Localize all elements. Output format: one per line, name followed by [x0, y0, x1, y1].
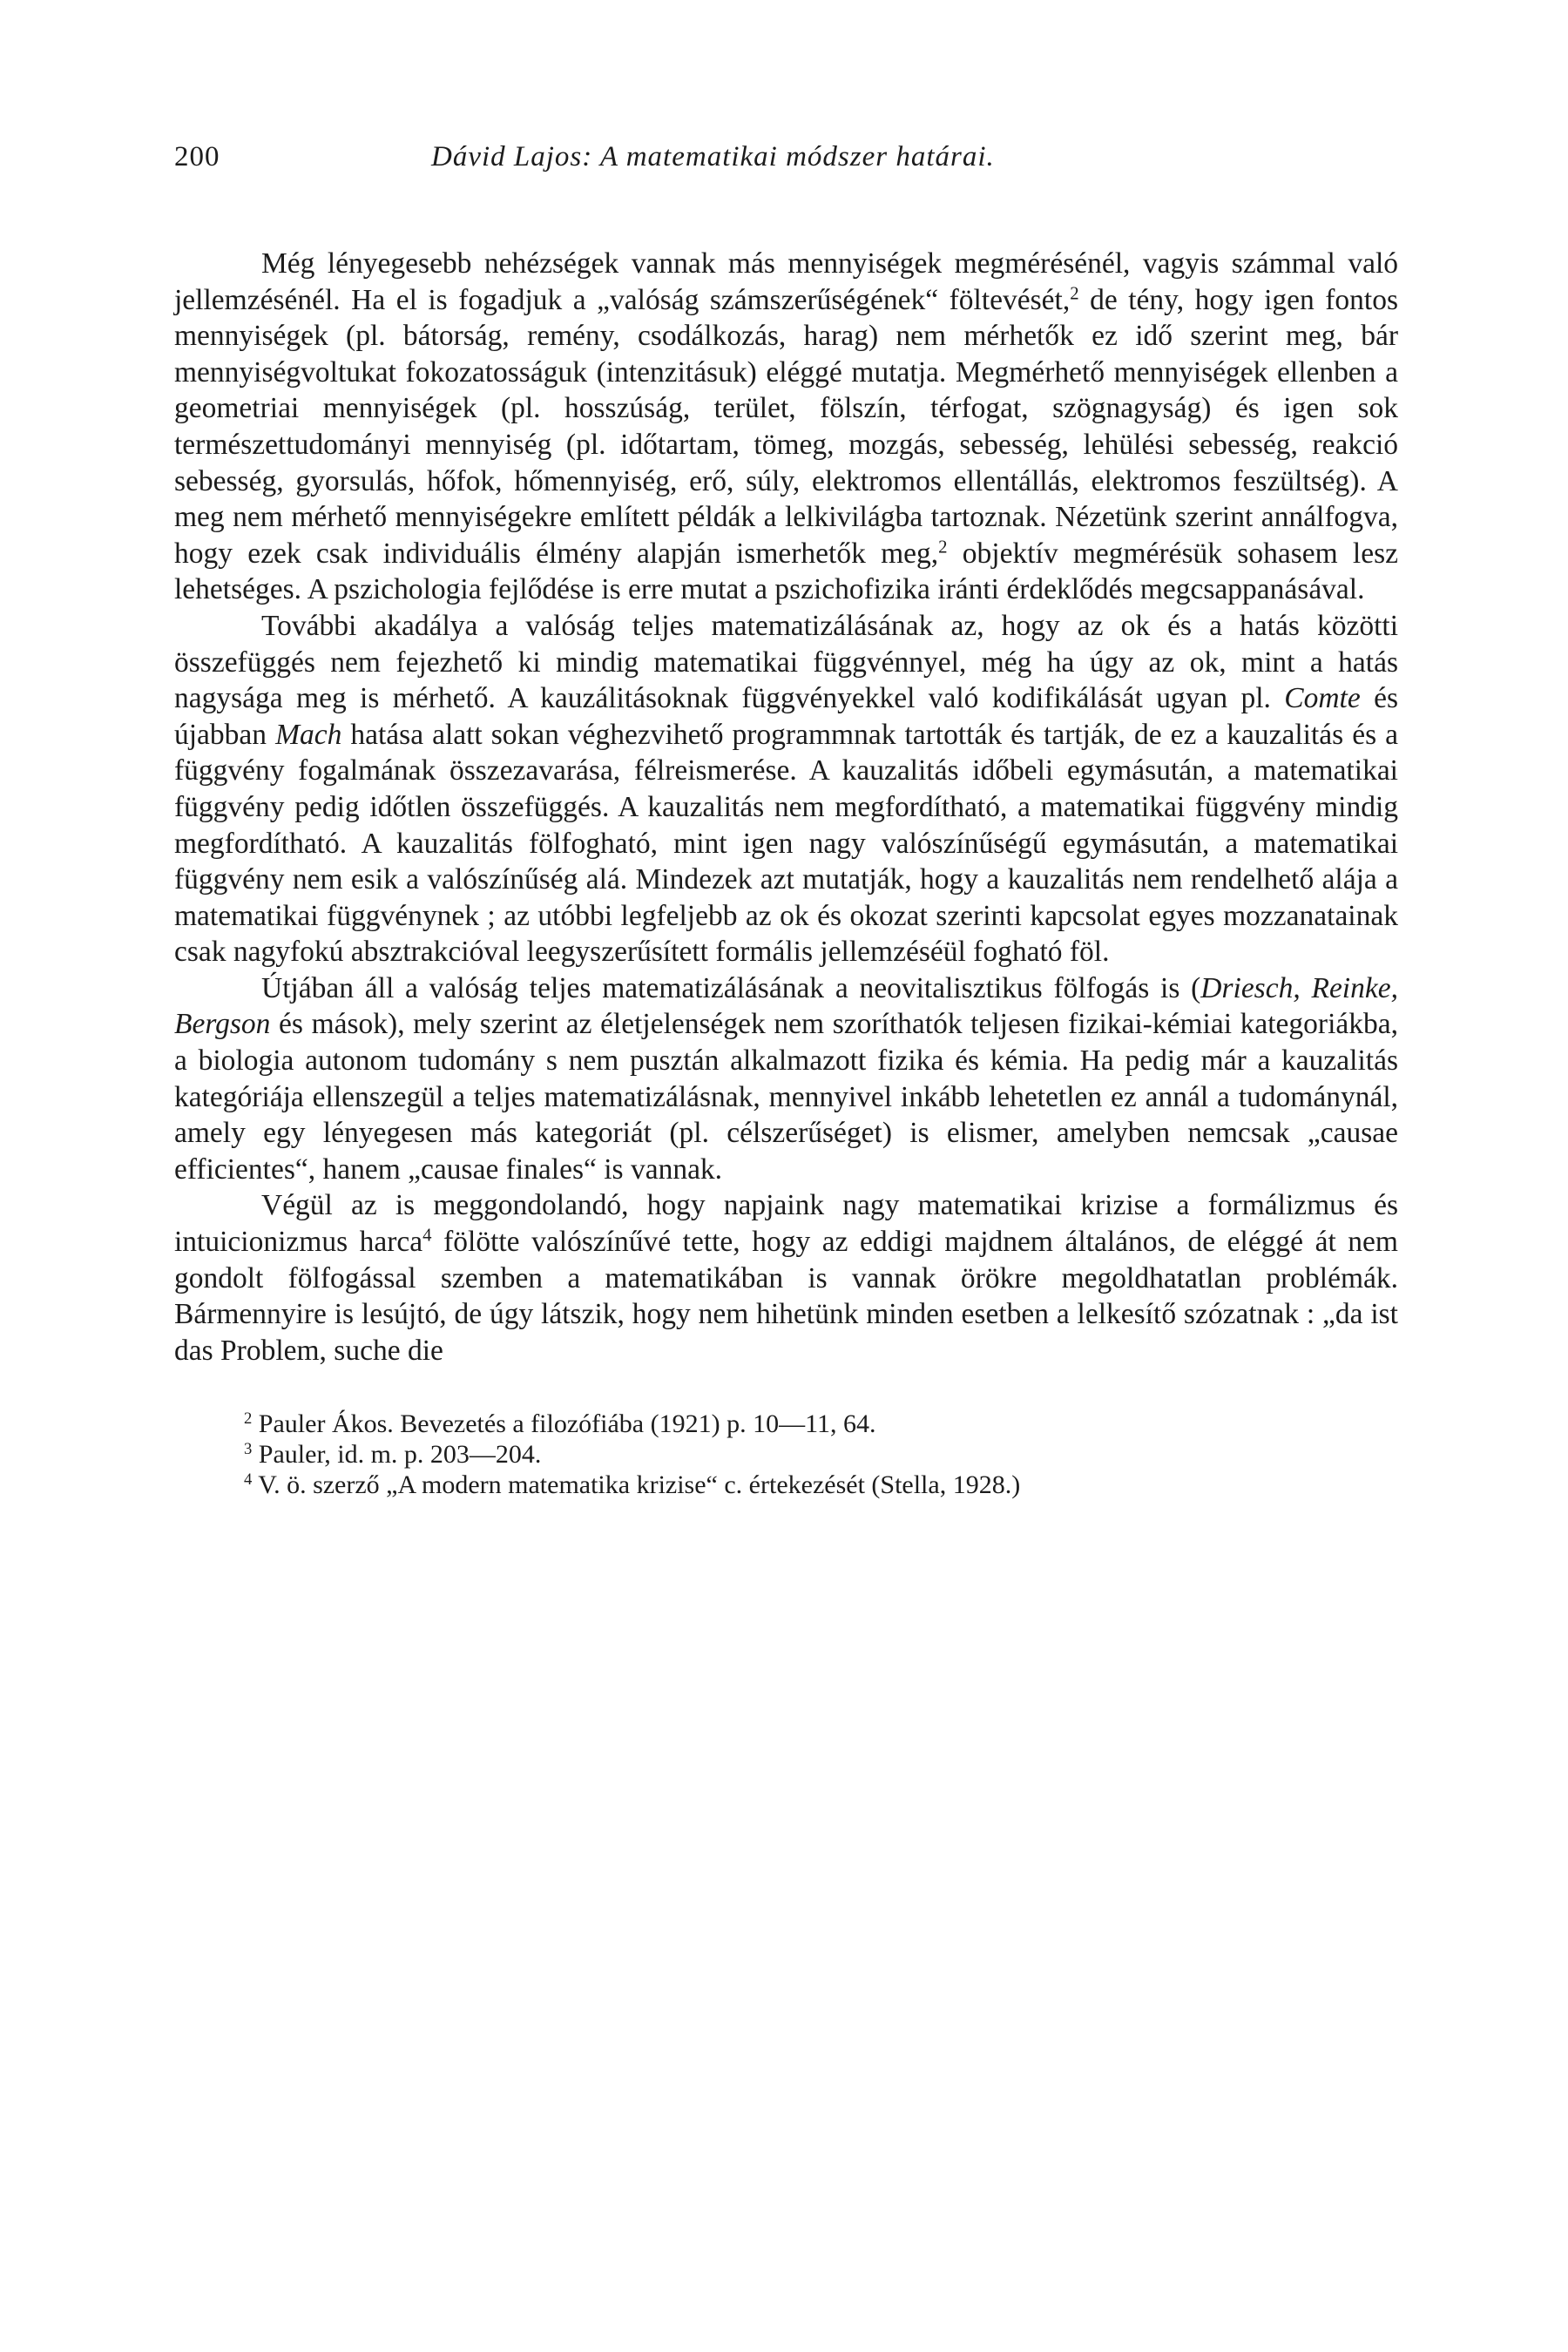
paragraph-2-text-b: és újabban [174, 682, 1398, 751]
paragraph-1 [174, 246, 1398, 608]
footnote-mark: 4 [244, 1470, 253, 1490]
page-header [174, 131, 1398, 192]
name-mach: Mach [275, 718, 342, 751]
footnote-ref-4: 4 [422, 1225, 432, 1246]
footnote-ref-2b: 2 [938, 537, 948, 558]
footnotes [174, 1409, 1398, 1500]
footnote-text: Pauler, id. m. p. 203—204. [258, 1440, 542, 1470]
paragraph-1-text-c: objektív megmérésük sohasem lesz lehetséges. A pszichologia fejlődése is erre mutat a pszichofizika iránti érdeklődés megcsappanásával. [174, 537, 1399, 606]
paragraph-1-text-a: Még lényegesebb nehézségek vannak más mennyiségek megmérésénél, vagyis számmal való jellemzésénél. Ha el is fogadjuk a „valóság számszerűségének“ föltevését, [174, 247, 1398, 316]
paragraph-3-text-b: és mások), mely szerint az életjelenségek nem szoríthatók teljesen fizikai-kémiai kategoriákba, a biologia autonom tudomány s nem pusztán alkalmazott fizika és kémia. Ha pedig már a kauzalitás kategóriája ellenszegül a teljes matematizálásnak, mennyivel inkább lehetetlen ez annál a tudománynál, amely egy lényegesen más kategoriát (pl. célszerűséget) is elismer, amelyben nemcsak „causae efficientes“, hanem „causae finales“ is vannak. [174, 1008, 1398, 1186]
paragraph-2-text-c: hatása alatt sokan véghezvihető programmnak tartották és tartják, de ez a kauzalitás és a függvény fogalmának összezavarása, félreismerése. A kauzalitás időbeli egymásután, a matematikai függvény pedig időtlen összefüggés. A kauzalitás nem megfordítható, a matematikai függvény mindig megfordítható. A kauzalitás fölfogható, mint igen nagy valószínűségű egymásután, a matematikai függvény nem esik a valószínűség alá. Mindezek azt mutatják, hogy a kauzalitás nem rendelhető alája a matematikai függvénynek ; az utóbbi legfeljebb az ok és okozat szerinti kapcsolat egyes mozzanatainak csak nagyfokú absztrakcióval leegyszerűsített formális jellemzéséül fogható föl. [174, 718, 1398, 969]
page-number: 200 [174, 141, 220, 172]
footnote-mark: 2 [244, 1409, 253, 1429]
footnote-text: V. ö. szerző „A modern matematika krizise“ c. értekezését (Stella, 1928.) [258, 1470, 1021, 1500]
paragraph-4-text-b: fölötte valószínűvé tette, hogy az eddigi majdnem általános, de eléggé át nem gondolt fölfogással szemben a matematikában is vannak örökre megoldhatatlan problémák. Bármennyire is lesújtó, de úgy látszik, hogy nem hihetünk minden esetben a lelkesítő szózatnak : „da ist das Problem, suche die [174, 1226, 1398, 1367]
paragraph-3-text-a: Útjában áll a valóság teljes matematizálásának a neovitalisztikus fölfogás is ( [261, 971, 1201, 1004]
running-title: Dávid Lajos: A matematikai módszer határai. [431, 141, 995, 172]
paragraph-4 [174, 1187, 1398, 1369]
paragraph-4-text-a: Végül az is meggondolandó, hogy napjaink nagy matematikai krizise a formálizmus és intuicionizmus harca [174, 1189, 1398, 1259]
name-comte: Comte [1284, 682, 1361, 715]
footnote-2 [244, 1409, 1398, 1439]
footnote-mark: 3 [244, 1440, 253, 1459]
names-vitalists: Driesch, Reinke, Bergson [174, 971, 1398, 1041]
paragraph-2 [174, 608, 1398, 970]
paragraph-1-text-b: de tény, hogy igen fontos mennyiségek (pl. bátorság, remény, csodálkozás, harag) nem mérhetők ez idő szerint meg, bár mennyiségvoltukat fokozatosságuk (intenzitásuk) eléggé mutatja. Megmérhető mennyiségek ellenben a geometriai mennyiségek (pl. hosszúság, terület, fölszín, térfogat, szögnagyság) és igen sok természettudományi mennyiség (pl. időtartam, tömeg, mozgás, sebesség, lehülési sebesség, reakció sebesség, gyorsulás, hőfok, hőmennyiség, erő, súly, elektromos ellentállás, elektromos feszültség). A meg nem mérhető mennyiségekre említett példák a lelkivilágba tartoznak. Nézetünk szerint annálfogva, hogy ezek csak individuális élmény alapján ismerhetők meg, [174, 283, 1398, 570]
footnote-ref-2: 2 [1070, 283, 1079, 304]
footnote-text: Pauler Ákos. Bevezetés a filozófiába (1921) p. 10—11, 64. [258, 1409, 876, 1439]
paragraph-3 [174, 970, 1398, 1188]
page [174, 131, 1398, 1500]
paragraph-2-text-a: További akadálya a valóság teljes matematizálásának az, hogy az ok és a hatás közötti összefüggés nem fejezhető ki mindig matematikai függvénnyel, még ha úgy az ok, mint a hatás nagysága meg is mérhető. A kauzálitásoknak függvényekkel való kodifikálását ugyan pl. [174, 609, 1398, 715]
footnote-3 [244, 1439, 1398, 1470]
footnote-4 [244, 1470, 1398, 1500]
body-text [174, 246, 1398, 1369]
